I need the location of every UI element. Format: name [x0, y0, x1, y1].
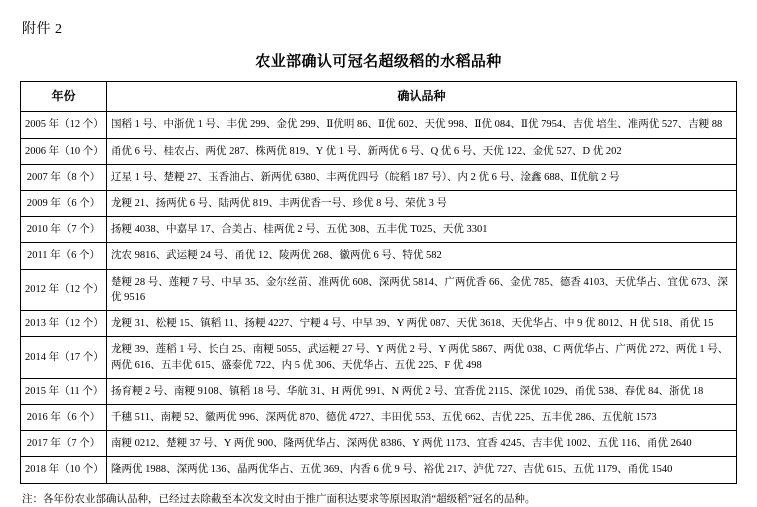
table-row — [21, 138, 737, 164]
cell-varieties: 扬粳 4038、中嘉早 17、合美占、桂两优 2 号、五优 308、五丰优 T025、天优 3301 — [107, 217, 737, 243]
cell-year: 2014 年（17 个） — [21, 337, 107, 378]
cell-year: 2009 年（6 个） — [21, 191, 107, 217]
table-body — [21, 112, 737, 483]
cell-varieties: 楚粳 28 号、莲粳 7 号、中早 35、金尔丝苗、准两优 608、深两优 5814、广两优香 66、金优 785、德香 4103、天优华占、宜优 673、深优 9516 — [107, 269, 737, 310]
table-note — [22, 492, 737, 507]
page-title: 农业部确认可冠名超级稻的水稻品种 — [255, 54, 502, 70]
varieties-table — [20, 81, 737, 484]
cell-varieties: 千穗 511、南粳 52、徽两优 996、深两优 870、德优 4727、丰田优 553、五优 662、吉优 225、五丰优 286、五优航 1573 — [107, 405, 737, 431]
cell-year: 2015 年（11 个） — [21, 378, 107, 404]
cell-varieties: 扬育粳 2 号、南粳 9108、镇稻 18 号、华航 31、H 两优 991、N 两优 2 号、宜香优 2115、深优 1029、甬优 538、春优 84、浙优 18 — [107, 378, 737, 404]
cell-varieties: 甬优 6 号、桂农占、两优 287、株两优 819、Y 优 1 号、新两优 6 号、Q 优 6 号、天优 122、金优 527、D 优 202 — [107, 138, 737, 164]
attachment-label: 附件 2 — [22, 22, 63, 37]
table-row — [21, 405, 737, 431]
cell-year: 2011 年（6 个） — [21, 243, 107, 269]
cell-varieties: 辽星 1 号、楚粳 27、玉香油占、新两优 6380、丰两优四号（皖稻 187 号）、内 2 优 6 号、淦鑫 688、Ⅱ优航 2 号 — [107, 164, 737, 190]
cell-year: 2007 年（8 个） — [21, 164, 107, 190]
cell-year: 2010 年（7 个） — [21, 217, 107, 243]
table-row — [21, 164, 737, 190]
table-row — [21, 337, 737, 378]
table-row — [21, 378, 737, 404]
column-header-varieties: 确认品种 — [107, 82, 737, 112]
cell-varieties: 南粳 0212、楚粳 37 号、Y 两优 900、隆两优华占、深两优 8386、Y 两优 1173、宜香 4245、吉丰优 1002、五优 116、甬优 2640 — [107, 431, 737, 457]
cell-year: 2006 年（10 个） — [21, 138, 107, 164]
table-row — [21, 217, 737, 243]
table-row — [21, 112, 737, 138]
cell-year: 2018 年（10 个） — [21, 457, 107, 483]
cell-varieties: 隆两优 1988、深两优 136、晶两优华占、五优 369、内香 6 优 9 号、裕优 217、泸优 727、吉优 615、五优 1179、甬优 1540 — [107, 457, 737, 483]
table-row — [21, 457, 737, 483]
cell-varieties: 龙粳 31、松粳 15、镇稻 11、扬粳 4227、宁粳 4 号、中早 39、Y 两优 087、天优 3618、天优华占、中 9 优 8012、H 优 518、甬优 15 — [107, 311, 737, 337]
note-text: 各年份农业部确认品种，已经过去除截至本次发文时由于推广面积达要求等原因取消“超级稻”冠名的品种。 — [43, 493, 536, 505]
table-row — [21, 269, 737, 310]
table-row — [21, 311, 737, 337]
cell-year: 2005 年（12 个） — [21, 112, 107, 138]
cell-year: 2012 年（12 个） — [21, 269, 107, 310]
table-row — [21, 191, 737, 217]
note-label: 注： — [22, 493, 43, 505]
cell-year: 2016 年（6 个） — [21, 405, 107, 431]
table-header-row — [21, 82, 737, 112]
cell-varieties: 国稻 1 号、中浙优 1 号、丰优 299、金优 299、Ⅱ优明 86、Ⅱ优 602、天优 998、Ⅱ优 084、Ⅱ优 7954、吉优 培生、准两优 527、吉粳 88 — [107, 112, 737, 138]
cell-year: 2017 年（7 个） — [21, 431, 107, 457]
cell-varieties: 沈农 9816、武运粳 24 号、甬优 12、陵两优 268、徽两优 6 号、特优 582 — [107, 243, 737, 269]
table-row — [21, 243, 737, 269]
cell-year: 2013 年（12 个） — [21, 311, 107, 337]
cell-varieties: 龙粳 39、莲稻 1 号、长白 25、南粳 5055、武运粳 27 号、Y 两优 2 号、Y 两优 5867、两优 038、C 两优华占、广两优 272、两优 1 号、两优 616、五丰优 615、盛泰优 722、内 5 优 306、天优华占、五优 225、F 优 498 — [107, 337, 737, 378]
cell-varieties: 龙粳 21、扬两优 6 号、陆两优 819、丰两优香一号、珍优 8 号、荣优 3 号 — [107, 191, 737, 217]
table-row — [21, 431, 737, 457]
column-header-year: 年份 — [21, 82, 107, 112]
